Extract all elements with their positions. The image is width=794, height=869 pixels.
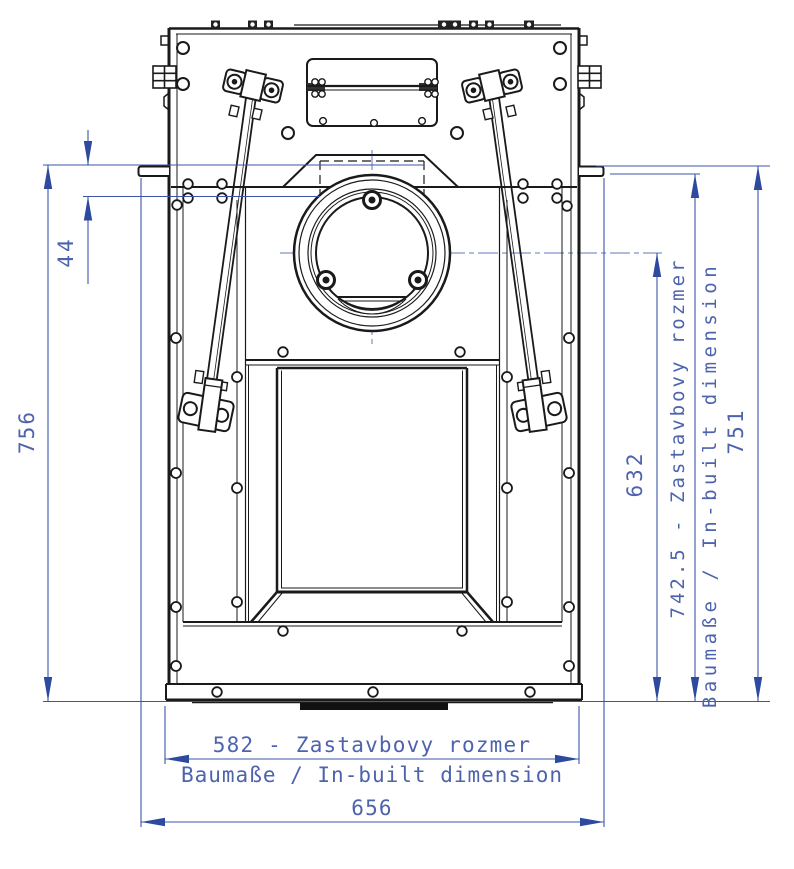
- dim-44-label: 44: [54, 236, 78, 268]
- dim-bottom-inbuilt-label: Baumaße / In-built dimension: [180, 763, 564, 787]
- dim-bottom-582: [165, 733, 579, 787]
- dim-right-751: [699, 166, 762, 708]
- left-top-bracket: [222, 66, 285, 105]
- base-plinth: [166, 684, 582, 710]
- right-connector-block: [578, 66, 601, 88]
- dim-left-756: [15, 165, 52, 701]
- dim-bottom-656: [141, 796, 604, 826]
- dim-top-offset-44: [54, 130, 92, 284]
- right-shoulder-tab: [579, 167, 604, 177]
- dim-right-742-5: [667, 174, 699, 701]
- left-shoulder-tab: [139, 167, 170, 177]
- stove-body: [139, 21, 604, 711]
- left-brace: [205, 96, 262, 393]
- right-brace: [483, 96, 540, 393]
- left-connector-block: [153, 66, 176, 88]
- right-bottom-bracket: [510, 371, 567, 433]
- side-screws: [171, 333, 574, 671]
- dim-656-label: 656: [351, 796, 393, 820]
- dim-582-label: 582 - Zastavbovy rozmer: [212, 733, 532, 757]
- dim-751-label: 751: [724, 407, 748, 455]
- dim-right-632: [623, 253, 661, 701]
- dim-742-label: 742.5 - Zastavbovy rozmer: [667, 257, 689, 619]
- access-plate: [307, 59, 438, 126]
- dim-756-label: 756: [15, 410, 39, 454]
- left-bottom-bracket: [177, 371, 234, 433]
- dim-632-label: 632: [623, 450, 647, 498]
- dim-right-inbuilt-label: Baumaße / In-built dimension: [699, 261, 721, 709]
- right-top-bracket: [461, 66, 524, 105]
